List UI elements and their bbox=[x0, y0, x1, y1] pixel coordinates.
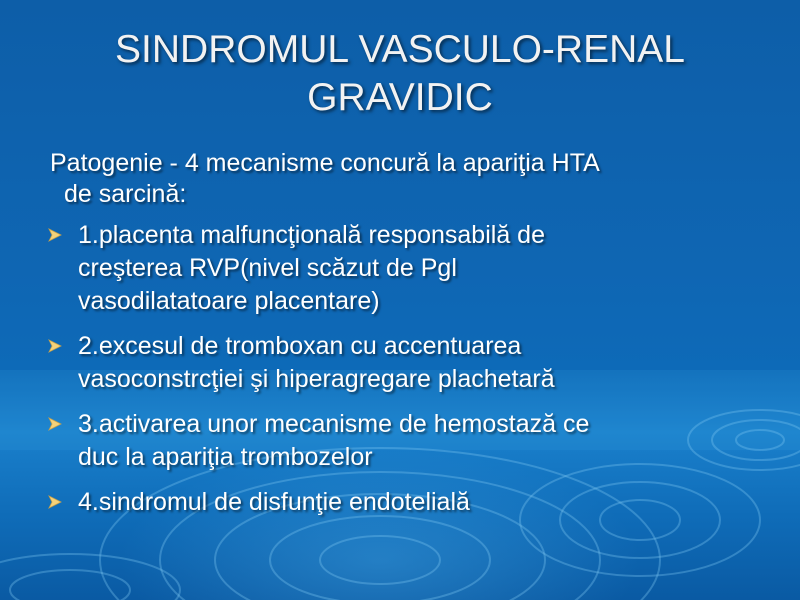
bullet-2-line-2: vasoconstrcţiei şi hiperagregare plachetară bbox=[78, 365, 555, 393]
slide-title bbox=[40, 26, 760, 122]
bullet-arrow-icon bbox=[48, 339, 62, 353]
bullet-arrow-icon bbox=[48, 417, 62, 431]
bullet-list bbox=[48, 219, 778, 531]
intro-line-1: Patogenie - 4 mecanisme concură la apariţia HTA bbox=[50, 149, 600, 177]
title-line-1: SINDROMUL VASCULO-RENAL bbox=[115, 28, 685, 71]
bullet-arrow-icon bbox=[48, 228, 62, 242]
bullet-2-line-1: 2.excesul de tromboxan cu accentuarea bbox=[78, 332, 522, 360]
bullet-3-line-1: 3.activarea unor mecanisme de hemostază ce bbox=[78, 410, 590, 438]
intro-paragraph bbox=[50, 148, 770, 210]
bullet-3-line-2: duc la apariţia trombozelor bbox=[78, 443, 373, 471]
bullet-item-1 bbox=[48, 219, 778, 318]
bullet-item-2 bbox=[48, 330, 778, 396]
title-line-2: GRAVIDIC bbox=[307, 76, 493, 119]
bullet-4-line-1: 4.sindromul de disfunţie endotelială bbox=[78, 488, 470, 516]
bullet-item-4 bbox=[48, 486, 778, 519]
intro-line-2: de sarcină: bbox=[64, 180, 187, 208]
bullet-1-line-2: creşterea RVP(nivel scăzut de Pgl bbox=[78, 254, 457, 282]
bullet-item-3 bbox=[48, 408, 778, 474]
bullet-1-line-3: vasodilatatoare placentare) bbox=[78, 287, 380, 315]
bullet-arrow-icon bbox=[48, 495, 62, 509]
bullet-1-line-1: 1.placenta malfuncţională responsabilă de bbox=[78, 221, 545, 249]
